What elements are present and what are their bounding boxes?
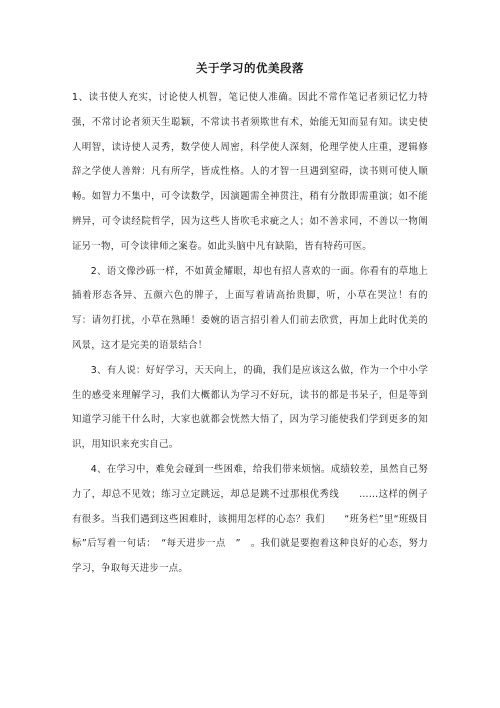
document-page: [72, 60, 428, 582]
paragraph-4: 4、在学习中，难免会碰到一些困难，给我们带来烦恼。成绩较差，虽然自己努力了，却总不见效；练习立定跳远，却总是跳不过那根优秀线 ……这样的例子有很多。当我们遇到这些困难时，该拥用怎样的心态？我们 “班务栏”里“班级目标”后写着一句话： “每天进步一点 ” 。我们就是要抱着这种良好的心态，努力学习，争取每天进步一点。: [72, 463, 428, 575]
paragraph-1: 1、读书使人充实，讨论使人机智，笔记使人准确。因此不常作笔记者须记忆力特强，不常讨论者须天生聪颖，不常读书者须欺世有术，始能无知而显有知。读史使人明智，读诗使人灵秀，数学使人周密，科学使人深刻，伦理学使人庄重，逻辑修辞之学使人善辩：凡有所学，皆成性格。人的才智一旦遇到窒碍，读书则可使人顺畅。如智力不集中，可令读数学，因演题需全神贯注，稍有分散即需重演；如不能辨异，可令读经院哲学，因为这些人皆吹毛求疵之人；如不善求同，不善以一物阐证另一物，可令读律师之案卷。如此头脑中凡有缺陷，皆有特药可医。: [72, 92, 428, 252]
paragraph-2: 2、语文像沙砾一样，不如黄金耀眼，却也有招人喜欢的一面。你看有的草地上插着形态各异、五颜六色的牌子，上面写着请高抬贵脚，听，小草在哭泣！有的写：请勿打扰，小草在熟睡！委婉的语言招引着人们前去欣赏，再加上此时优美的风景，这才是完美的语景结合！: [72, 265, 428, 351]
paragraph-3: 3、有人说：好好学习，天天向上，的确，我们是应该这么做，作为一个中小学生的感受来理解学习，我们大概都认为学习不好玩，读书的都是书呆子，但是等到知道学习能干什么时，大家也就都会恍然大悟了，因为学习能使我们学到更多的知识，用知识来充实自己。: [72, 364, 428, 451]
document-title: 关于学习的优美段落: [196, 61, 304, 75]
